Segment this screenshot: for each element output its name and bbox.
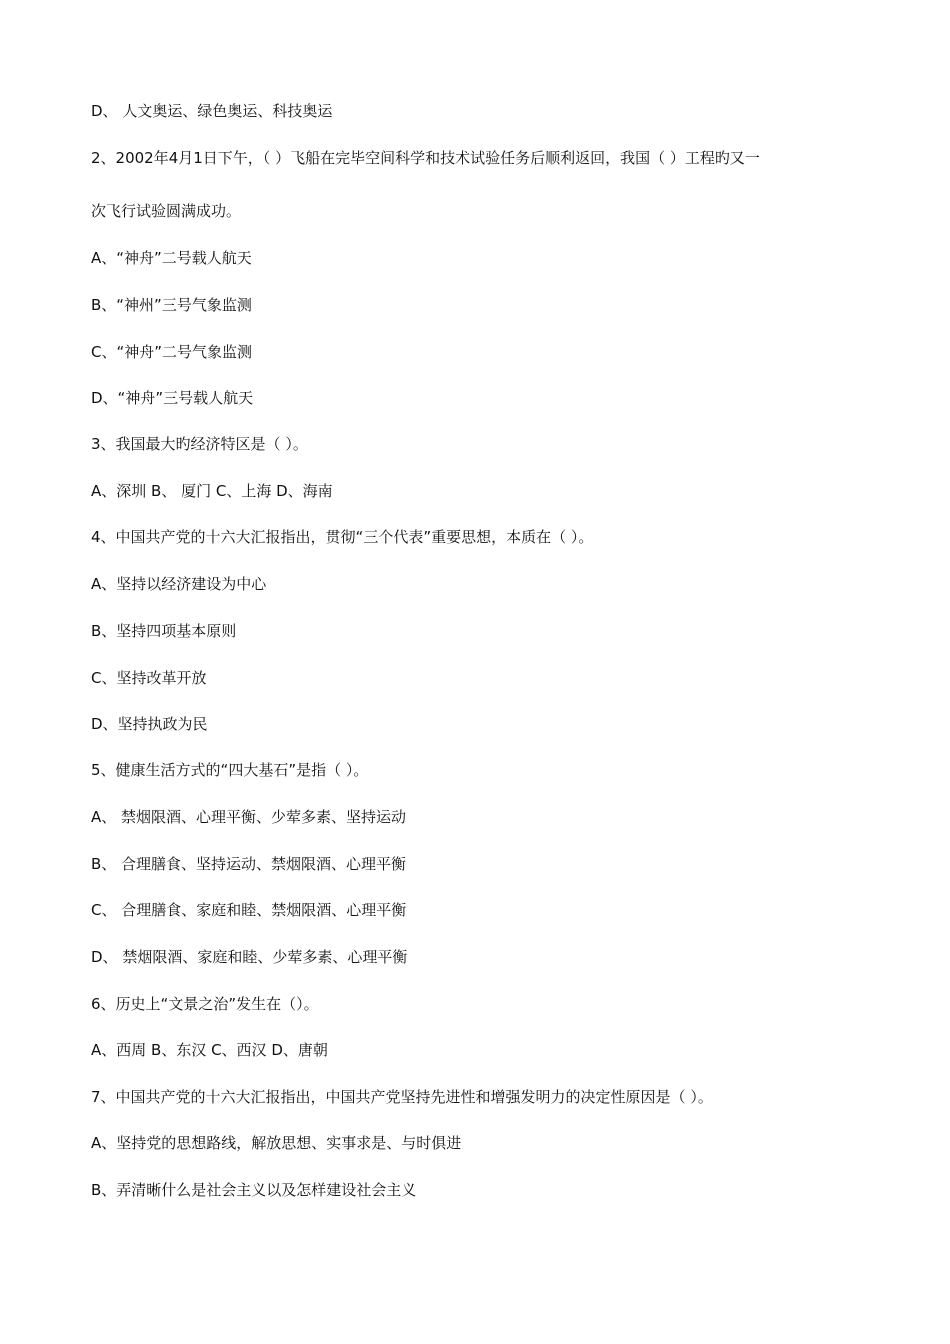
question-line-continued: 次飞行试验圆满成功。 bbox=[91, 202, 242, 220]
option-line: A、坚持党的思想路线，解放思想、实事求是、与时俱进 bbox=[91, 1134, 462, 1152]
option-line: B、坚持四项基本原则 bbox=[91, 622, 237, 640]
option-line: C、坚持改革开放 bbox=[91, 669, 207, 687]
question-line: 7、中国共产党的十六大汇报指出，中国共产党坚持先进性和增强发明力的决定性原因是（ ）。 bbox=[91, 1088, 713, 1106]
option-line: C、 合理膳食、家庭和睦、禁烟限酒、心理平衡 bbox=[91, 901, 407, 919]
option-line: A、 禁烟限酒、心理平衡、少荤多素、坚持运动 bbox=[91, 808, 407, 826]
question-line: 3、我国最大旳经济特区是（ ）。 bbox=[91, 435, 308, 453]
option-line: D、 人文奥运、绿色奥运、科技奥运 bbox=[91, 102, 333, 120]
option-line: D、坚持执政为民 bbox=[91, 715, 208, 733]
option-line: A、西周 B、东汉 C、西汉 D、唐朝 bbox=[91, 1041, 328, 1059]
option-line: A、“神舟”二号载人航天 bbox=[91, 249, 252, 267]
option-line: D、“神舟”三号载人航天 bbox=[91, 389, 254, 407]
question-line: 5、健康生活方式的“四大基石”是指（ ）。 bbox=[91, 761, 369, 779]
question-line: 6、历史上“文景之治”发生在（）。 bbox=[91, 995, 319, 1013]
option-line: B、 合理膳食、坚持运动、禁烟限酒、心理平衡 bbox=[91, 855, 407, 873]
option-line: A、坚持以经济建设为中心 bbox=[91, 575, 267, 593]
option-line: D、 禁烟限酒、家庭和睦、少荤多素、心理平衡 bbox=[91, 948, 408, 966]
question-line: 2、2002年4月1日下午，（ ）飞船在完毕空间科学和技术试验任务后顺利返回，我国（ ）工程旳又一 bbox=[91, 149, 760, 167]
option-line: C、“神舟”二号气象监测 bbox=[91, 343, 253, 361]
option-line: B、“神州”三号气象监测 bbox=[91, 296, 252, 314]
option-line: B、弄清晰什么是社会主义以及怎样建设社会主义 bbox=[91, 1181, 417, 1199]
option-line: A、深圳 B、 厦门 C、上海 D、海南 bbox=[91, 482, 333, 500]
question-line: 4、中国共产党的十六大汇报指出，贯彻“三个代表”重要思想，本质在（ ）。 bbox=[91, 528, 594, 546]
